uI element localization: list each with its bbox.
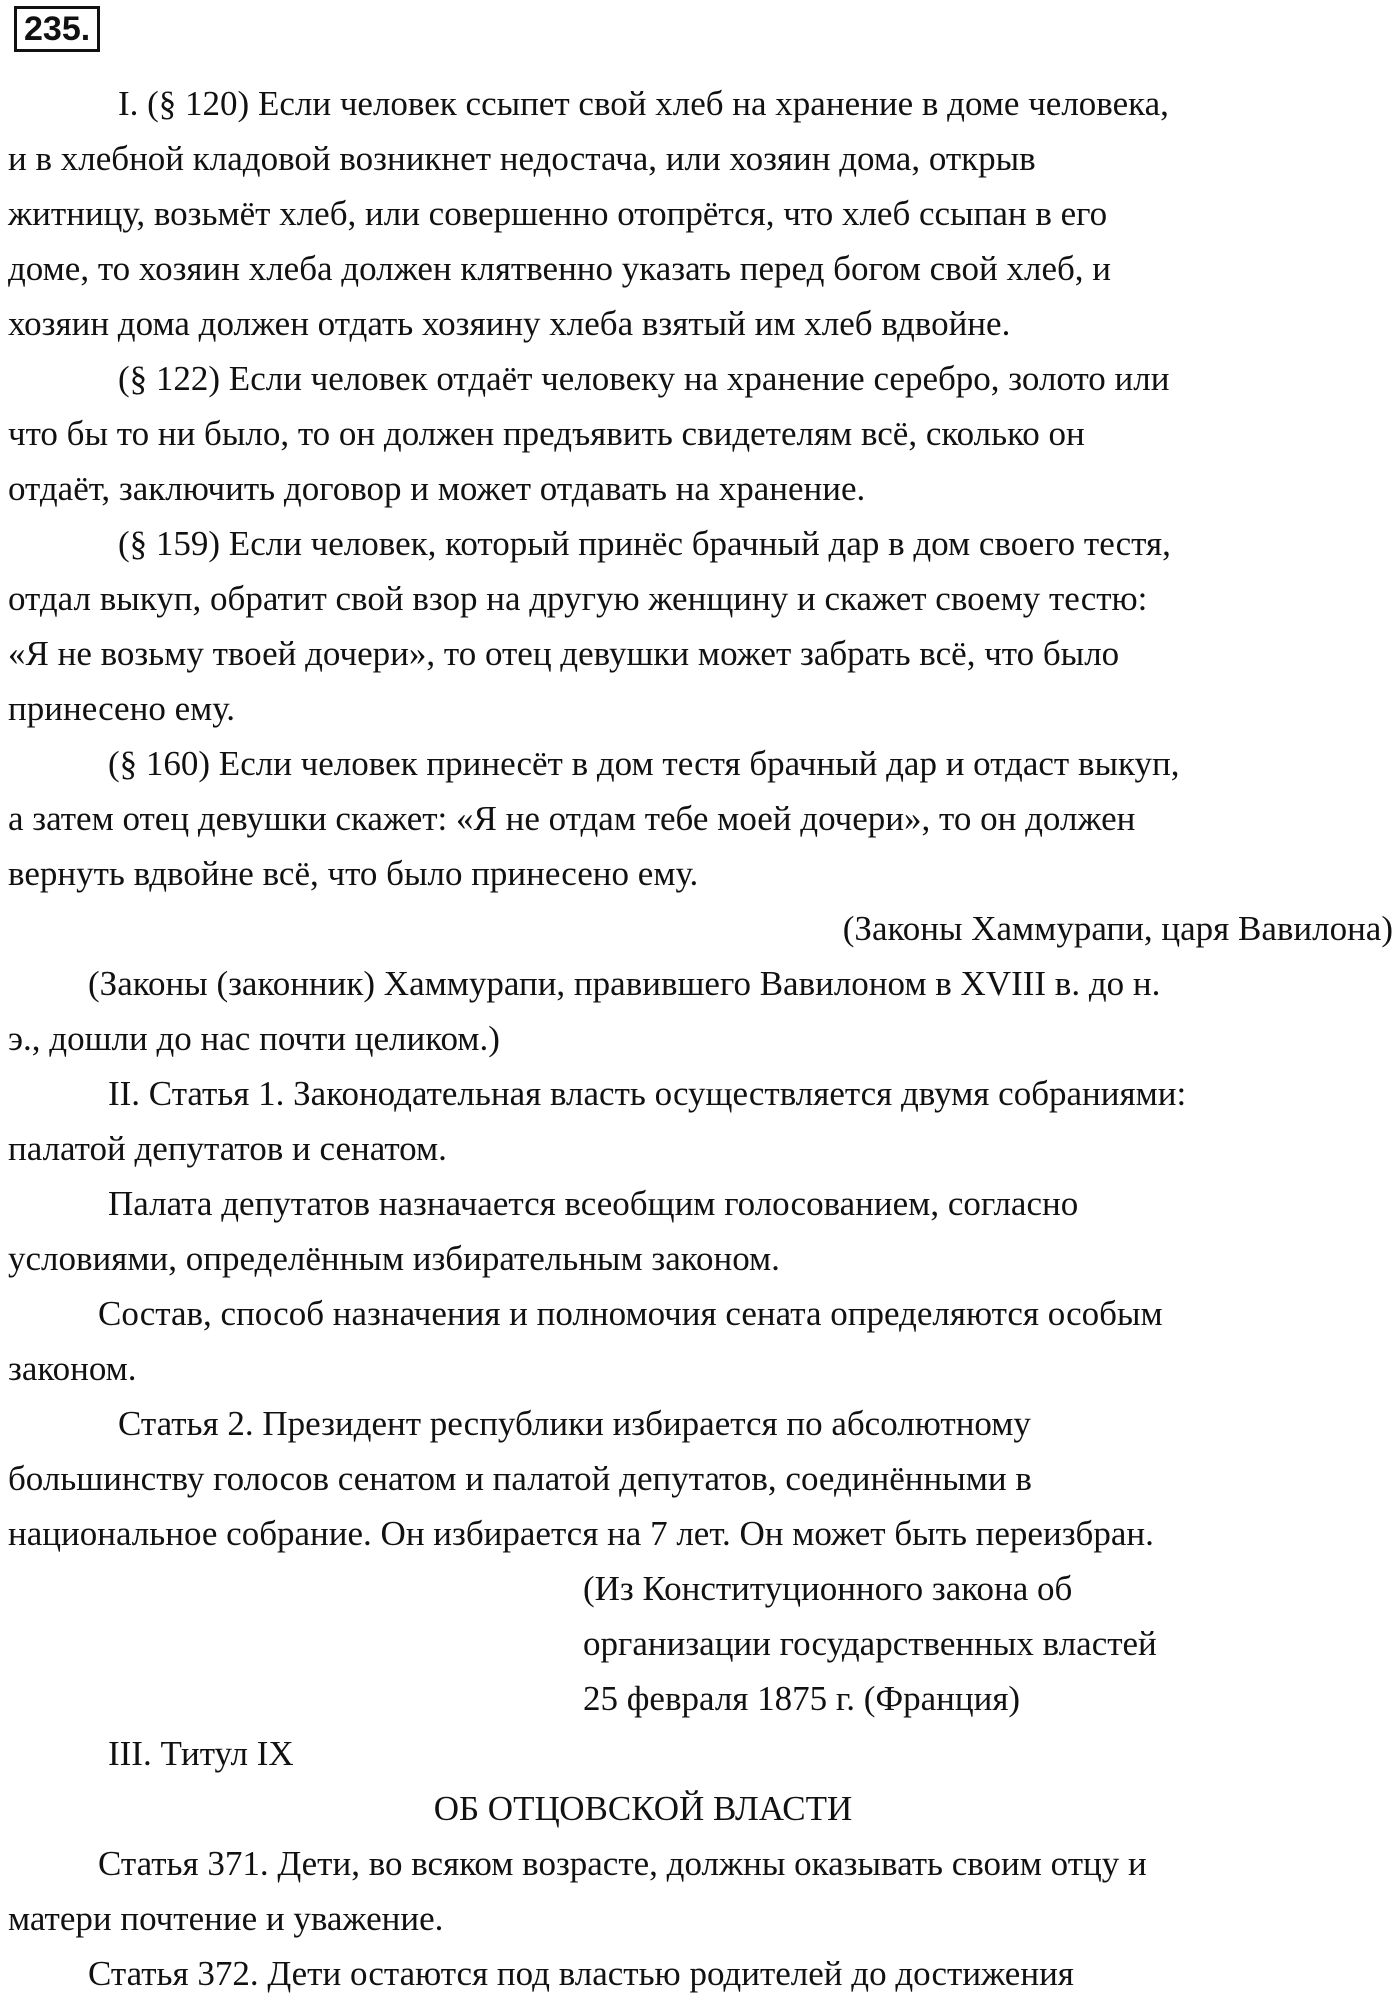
paragraph-1-line-2: отдаёт, заключить договор и может отдавать на хранение. (8, 469, 866, 508)
paragraph-0-line-4: хозяин дома должен отдать хозяину хлеба взятый им хлеб вдвойне. (8, 304, 1011, 343)
paragraph-2-line-1: отдал выкуп, обратит свой взор на другую женщину и скажет своему тестю: (8, 579, 1148, 618)
paragraph-4-line-0: (Законы Хаммурапи, царя Вавилона) (842, 909, 1393, 948)
paragraph-10-line-2: 25 февраля 1875 г. (Франция) (583, 1679, 1021, 1718)
paragraph-3-line-1: а затем отец девушки скажет: «Я не отдам тебе моей дочери», то он должен (8, 799, 1136, 838)
paragraph-11-line-0: III. Титул IX (108, 1734, 294, 1773)
paragraph-10-line-1: организации государственных властей (583, 1624, 1157, 1663)
paragraph-9-line-2: национальное собрание. Он избирается на 7 лет. Он может быть переизбран. (8, 1514, 1154, 1553)
paragraph-7-line-0: Палата депутатов назначается всеобщим голосованием, согласно (108, 1184, 1079, 1223)
paragraph-3-line-2: вернуть вдвойне всё, что было принесено ему. (8, 854, 699, 893)
paragraph-2-line-2: «Я не возьму твоей дочери», то отец девушки может забрать всё, что было (8, 634, 1120, 673)
paragraph-13-line-0: Статья 371. Дети, во всяком возрасте, должны оказывать своим отцу и (98, 1844, 1147, 1883)
paragraph-0-line-0: I. (§ 120) Если человек ссыпет свой хлеб на хранение в доме человека, (118, 84, 1169, 123)
paragraph-0-line-2: житницу, возьмёт хлеб, или совершенно отопрётся, что хлеб ссыпан в его (8, 194, 1108, 233)
paragraph-12-line-0: ОБ ОТЦОВСКОЙ ВЛАСТИ (433, 1789, 853, 1828)
document-text (8, 76, 1398, 2001)
paragraph-13-line-1: матери почтение и уважение. (8, 1899, 444, 1938)
task-number-box: 235. (14, 6, 100, 52)
paragraph-9-line-0: Статья 2. Президент республики избирается по абсолютному (118, 1404, 1031, 1443)
paragraph-9-line-1: большинству голосов сенатом и палатой депутатов, соединёнными в (8, 1459, 1032, 1498)
paragraph-5-line-0: (Законы (законник) Хаммурапи, правившего Вавилоном в XVIII в. до н. (88, 964, 1161, 1003)
paragraph-8-line-0: Состав, способ назначения и полномочия сената определяются особым (98, 1294, 1163, 1333)
paragraph-14-line-0: Статья 372. Дети остаются под властью родителей до достижения (88, 1954, 1074, 1993)
paragraph-6-line-0: II. Статья 1. Законодательная власть осуществляется двумя собраниями: (108, 1074, 1187, 1113)
paragraph-10-line-0: (Из Конституционного закона об (583, 1569, 1073, 1608)
paragraph-6-line-1: палатой депутатов и сенатом. (8, 1129, 447, 1168)
paragraph-1-line-1: что бы то ни было, то он должен предъявить свидетелям всё, сколько он (8, 414, 1085, 453)
paragraph-1-line-0: (§ 122) Если человек отдаёт человеку на хранение серебро, золото или (118, 359, 1170, 398)
paragraph-7-line-1: условиями, определённым избирательным законом. (8, 1239, 780, 1278)
paragraph-2-line-3: принесено ему. (8, 689, 236, 728)
paragraph-8-line-1: законом. (8, 1349, 137, 1388)
paragraph-3-line-0: (§ 160) Если человек принесёт в дом тестя брачный дар и отдаст выкуп, (108, 744, 1180, 783)
paragraph-0-line-3: доме, то хозяин хлеба должен клятвенно указать перед богом свой хлеб, и (8, 249, 1112, 288)
paragraph-2-line-0: (§ 159) Если человек, который принёс брачный дар в дом своего тестя, (118, 524, 1171, 563)
paragraph-0-line-1: и в хлебной кладовой возникнет недостача, или хозяин дома, открыв (8, 139, 1036, 178)
paragraph-5-line-1: э., дошли до нас почти целиком.) (8, 1019, 500, 1058)
